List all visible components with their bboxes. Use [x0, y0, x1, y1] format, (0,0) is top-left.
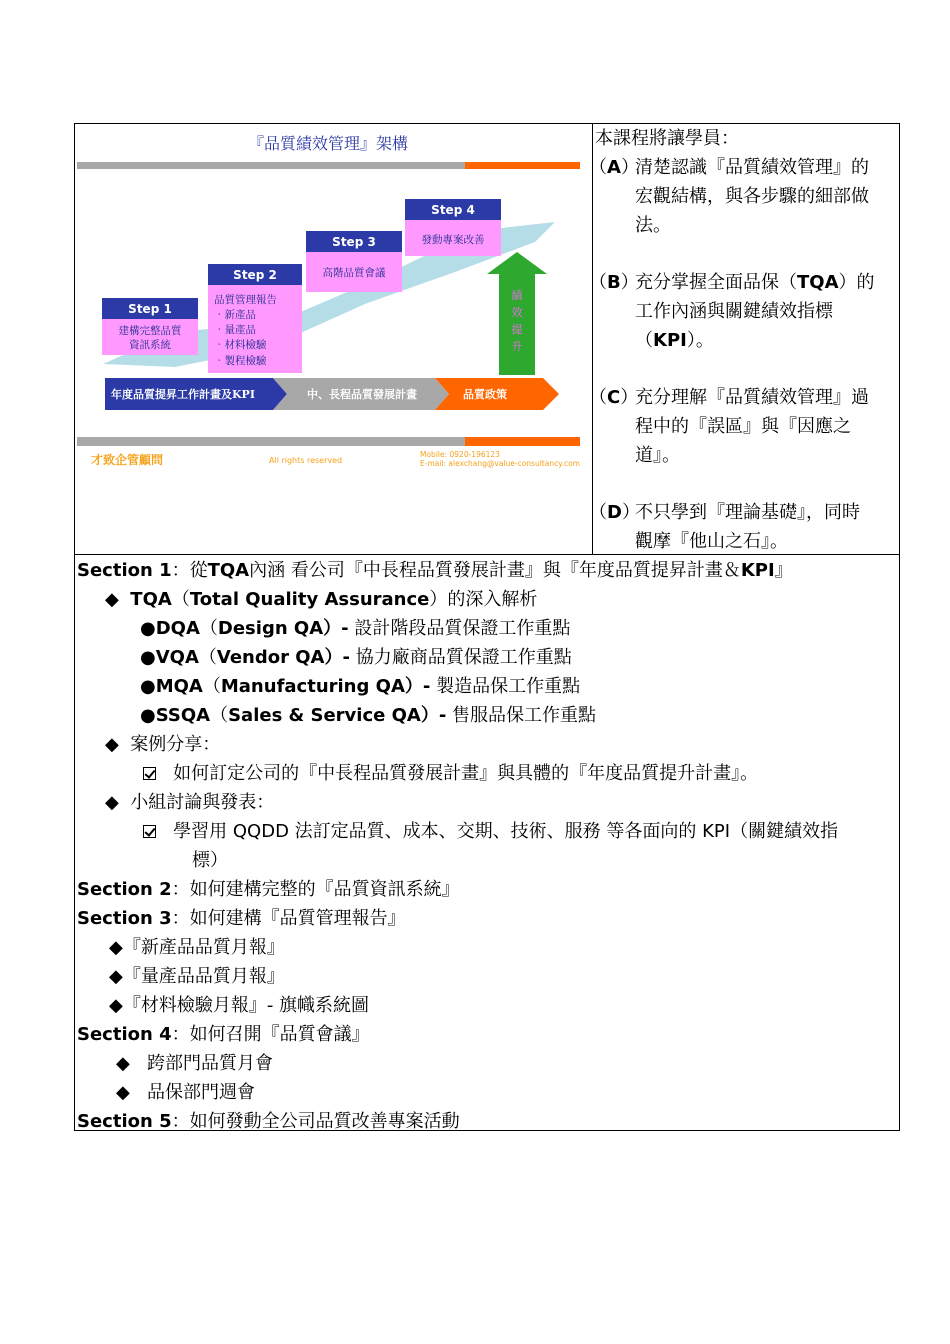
- section1-text-c: 內涵 看公司『中長程品質發展計畫』與『年度品質提昇計畫＆: [249, 560, 741, 581]
- goal-d-text: [635, 498, 895, 556]
- step4-label: Step 4: [431, 203, 475, 217]
- goal-b-l3c: ）。: [686, 330, 714, 351]
- qa-item-ssqa: [140, 701, 596, 730]
- goal-b-l1a: 充分掌握全面品保（: [635, 272, 797, 293]
- qa-desc: 售服品保工作重點: [446, 705, 597, 726]
- qa-close: ）-: [404, 676, 431, 697]
- goal-d-key: [589, 498, 640, 527]
- section1-line: [77, 556, 793, 585]
- section2-text: ：如何建構完整的『品質資訊系統』: [171, 879, 460, 900]
- step2-line4: ‧材料檢驗: [214, 339, 267, 351]
- diamond-bullet-icon: ◆: [116, 1053, 130, 1074]
- step2-line2: ‧新產品: [214, 309, 256, 321]
- case-heading: [105, 730, 220, 759]
- diamond-bullet-icon: ◆: [105, 792, 119, 813]
- goal-a-open: （: [589, 157, 607, 178]
- band-text-2: 中、長程品質發展計畫: [307, 388, 417, 401]
- section1-text-d: KPI: [740, 560, 775, 581]
- course-outline: [74, 554, 900, 1131]
- goal-b-key: [589, 268, 639, 297]
- top-rule-orange: [465, 162, 580, 169]
- section1-text-e: 』: [774, 560, 793, 581]
- footer-email: E-mail: alexchang@value-consultancy.com: [420, 459, 580, 468]
- qa-abbr: DQA: [155, 618, 200, 639]
- tqa-abbr: TQA: [130, 589, 172, 610]
- step2-line1: 品質管理報告: [214, 294, 277, 306]
- diamond-bullet-icon: ◆: [105, 734, 119, 755]
- goal-a-key: [589, 153, 639, 182]
- goal-b-l3b: KPI: [653, 330, 687, 351]
- goal-c-line2: 程中的『誤區』與『因應之: [635, 416, 851, 437]
- s3-item-text: 『材料檢驗月報』- 旗幟系統圖: [122, 995, 370, 1016]
- goal-a-close: ）: [620, 157, 639, 178]
- dot-bullet-icon: ●: [140, 647, 156, 668]
- goal-b-l1b: TQA: [797, 272, 839, 293]
- step3-line1: 高階品質會議: [322, 267, 386, 279]
- goal-a-letter: A: [607, 157, 621, 178]
- goal-d-open: （: [589, 502, 607, 523]
- course-table: [74, 123, 900, 1131]
- qa-abbr: MQA: [155, 676, 203, 697]
- dot-bullet-icon: ●: [140, 705, 156, 726]
- section3-line: [77, 904, 406, 933]
- case-item-text: 如何訂定公司的『中長程品質發展計畫』與具體的『年度品質提升計畫』。: [173, 763, 759, 784]
- goal-a-text: [635, 153, 895, 240]
- framework-slide: [75, 124, 582, 474]
- diamond-bullet-icon: ◆: [116, 1082, 130, 1103]
- section1-text-a: ：從: [171, 560, 208, 581]
- s4-item-1: [116, 1049, 273, 1078]
- group-item-text: 學習用 QQDD 法訂定品質、成本、交期、技術、服務 等各面向的 KPI（關鍵績效指: [173, 821, 839, 842]
- section4-label: Section 4: [77, 1024, 172, 1045]
- section1-text-b: TQA: [207, 560, 250, 581]
- tqa-full: Total Quality Assurance: [189, 589, 430, 610]
- section1-label: Section 1: [77, 560, 172, 581]
- diamond-bullet-icon: ◆: [109, 966, 123, 987]
- checkbox-checked-icon: [143, 825, 156, 838]
- step4-line1: 發動專案改善: [421, 234, 485, 246]
- goal-c-line3: 道』。: [635, 445, 680, 466]
- step1-label: Step 1: [128, 302, 172, 316]
- section3-label: Section 3: [77, 908, 172, 929]
- goal-b-letter: B: [607, 272, 621, 293]
- step2-line3: ‧量產品: [214, 324, 256, 336]
- goal-b-l1c: ）的: [838, 272, 875, 293]
- goal-b-line2: 工作內涵與關鍵績效指標: [635, 301, 833, 322]
- goal-c-close: ）: [620, 387, 639, 408]
- arrow-char-1: 績: [511, 289, 523, 302]
- goal-c-key: [589, 383, 638, 412]
- bottom-rule-orange: [465, 437, 580, 446]
- section4-text: ：如何召開『品質會議』: [171, 1024, 370, 1045]
- s4-item-text: 跨部門品質月會: [147, 1053, 274, 1074]
- qa-full: Sales & Service QA: [228, 705, 421, 726]
- s3-item-2: [109, 962, 285, 991]
- bottom-rule-gray: [77, 437, 465, 446]
- tqa-rest: ）的深入解析: [429, 589, 538, 610]
- group-heading: [105, 788, 274, 817]
- checkbox-checked-icon: [143, 767, 156, 780]
- goal-c-letter: C: [607, 387, 621, 408]
- band-text-3: 品質政策: [463, 388, 507, 401]
- goal-a-line2: 宏觀結構，與各步驟的細部做: [635, 186, 869, 207]
- group-heading-text: 小組討論與發表：: [130, 792, 275, 813]
- qa-abbr: SSQA: [155, 705, 211, 726]
- s3-item-1: [109, 933, 285, 962]
- section2-label: Section 2: [77, 879, 172, 900]
- footer-mobile: Mobile: 0920-196123: [420, 450, 500, 459]
- qa-full: Vendor QA: [216, 647, 325, 668]
- goal-a-line1: 清楚認識『品質績效管理』的: [635, 157, 869, 178]
- qa-close: ）-: [323, 618, 349, 639]
- step1-line1: 建構完整品質: [118, 325, 182, 337]
- qa-desc: 協力廠商品質保證工作重點: [349, 647, 572, 668]
- goal-b-line3: [635, 326, 895, 355]
- goal-d-line1: 不只學到『理論基礎』，同時: [635, 502, 860, 523]
- goal-d-letter: D: [607, 502, 622, 523]
- goal-b-close: ）: [620, 272, 639, 293]
- qa-desc: 設計階段品質保證工作重點: [348, 618, 571, 639]
- dot-bullet-icon: ●: [140, 676, 156, 697]
- column-divider: [592, 124, 593, 555]
- qa-item-dqa: [140, 614, 570, 643]
- goal-d-close: ）: [621, 502, 640, 523]
- qa-open: （: [210, 705, 229, 726]
- qa-open: （: [199, 618, 218, 639]
- group-item-cont: 標）: [192, 850, 228, 871]
- top-rule-gray: [77, 162, 465, 169]
- table-top-row: [74, 123, 900, 554]
- goal-b-open: （: [589, 272, 607, 293]
- band-text-1: 年度品質提昇工作計畫及KPI: [111, 388, 255, 401]
- goal-b-l3a: （: [635, 330, 653, 351]
- section5-line: [77, 1107, 460, 1136]
- goal-c-text: [635, 383, 895, 470]
- section3-text: ：如何建構『品質管理報告』: [171, 908, 406, 929]
- qa-open: （: [202, 676, 221, 697]
- footer-brand: 才致企管顧問: [91, 453, 164, 467]
- s3-item-3: [109, 991, 369, 1020]
- goal-c-line1: 充分理解『品質績效管理』過: [635, 387, 869, 408]
- case-heading-text: 案例分享：: [130, 734, 221, 755]
- slide-title: 『品質績效管理』架構: [247, 134, 409, 153]
- goal-a-line3: 法。: [635, 215, 671, 236]
- tqa-heading: [105, 585, 537, 614]
- footer-rights: All rights reserved: [269, 456, 343, 465]
- section5-text: ：如何發動全公司品質改善專案活動: [171, 1111, 460, 1132]
- qa-abbr: VQA: [155, 647, 199, 668]
- arrow-char-3: 提: [511, 323, 523, 336]
- section5-label: Section 5: [77, 1111, 172, 1132]
- section2-line: [77, 875, 460, 904]
- s4-item-text: 品保部門週會: [147, 1082, 256, 1103]
- step3-label: Step 3: [332, 235, 376, 249]
- diamond-bullet-icon: ◆: [109, 995, 123, 1016]
- arrow-char-2: 效: [511, 306, 523, 319]
- qa-full: Design QA: [217, 618, 324, 639]
- goal-d-line2: 觀摩『他山之石』。: [635, 531, 788, 552]
- qa-item-mqa: [140, 672, 580, 701]
- qa-desc: 製造品保工作重點: [430, 676, 581, 697]
- diamond-bullet-icon: ◆: [105, 589, 119, 610]
- dot-bullet-icon: ●: [140, 618, 156, 639]
- goal-c-open: （: [589, 387, 607, 408]
- qa-item-vqa: [140, 643, 572, 672]
- qa-close: ）-: [324, 647, 350, 668]
- arrow-char-4: 升: [511, 340, 523, 353]
- step1-line2: 資訊系統: [129, 339, 171, 351]
- s3-item-text: 『新產品品質月報』: [122, 937, 285, 958]
- tqa-open: （: [171, 589, 190, 610]
- step2-label: Step 2: [233, 268, 277, 282]
- qa-close: ）-: [420, 705, 447, 726]
- qa-open: （: [198, 647, 217, 668]
- goal-b-line1: [635, 268, 895, 297]
- diamond-bullet-icon: ◆: [109, 937, 123, 958]
- section4-line: [77, 1020, 370, 1049]
- s4-item-2: [116, 1078, 255, 1107]
- goal-b-text: [635, 268, 895, 355]
- step2-line5: ‧製程檢驗: [214, 355, 267, 367]
- qa-full: Manufacturing QA: [220, 676, 405, 697]
- s3-item-text: 『量產品品質月報』: [122, 966, 285, 987]
- case-item: [143, 759, 758, 788]
- group-item: [143, 817, 838, 846]
- goals-intro: 本課程將讓學員：: [595, 128, 739, 149]
